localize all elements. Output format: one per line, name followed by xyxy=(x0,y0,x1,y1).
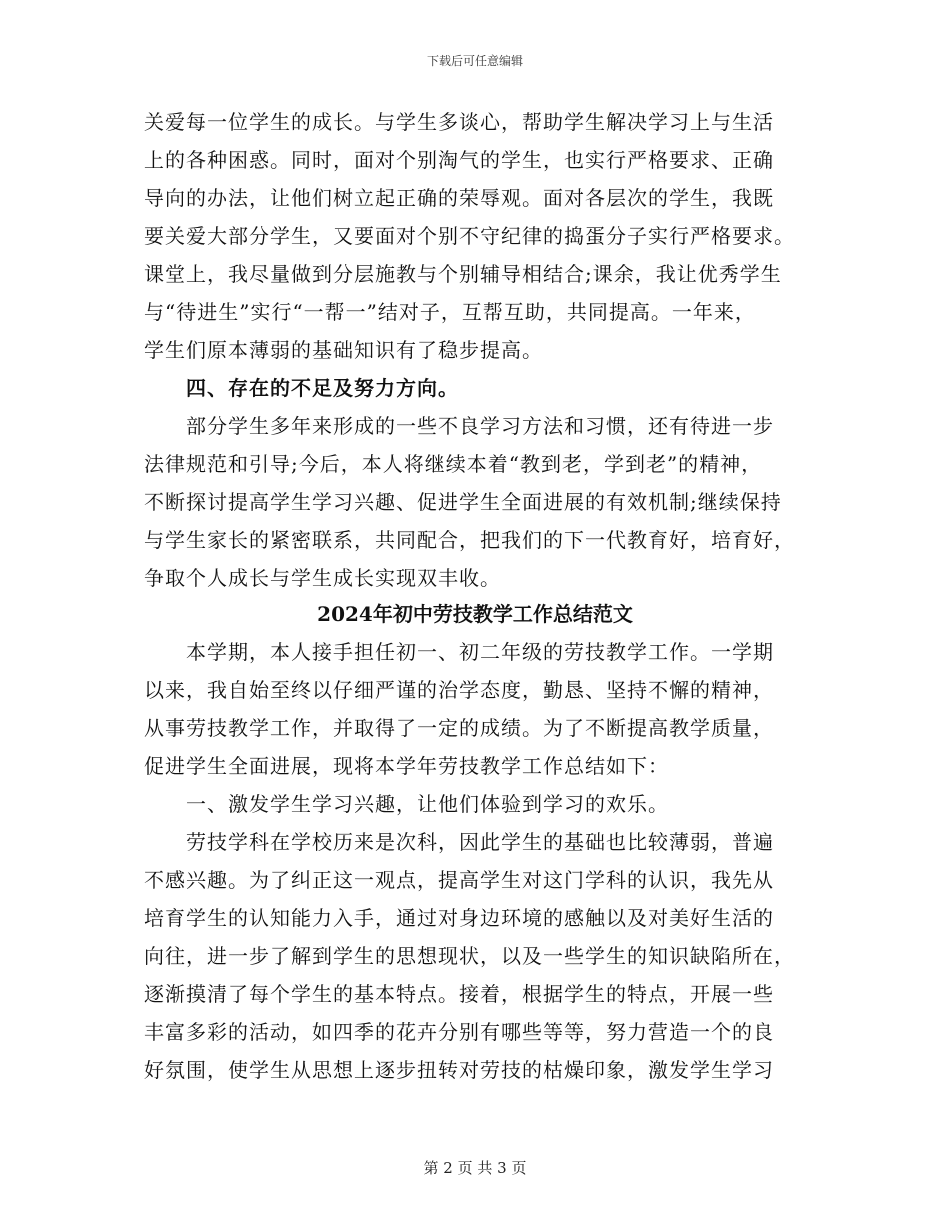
paragraph-line: 从事劳技教学工作，并取得了一定的成绩。为了不断提高教学质量， xyxy=(144,716,774,740)
document-title: 2024年初中劳技教学工作总结范文 xyxy=(317,602,633,626)
section-heading: 一、激发学生学习兴趣，让他们体验到学习的欢乐。 xyxy=(186,792,669,816)
paragraph-line: 不断探讨提高学生学习兴趣、促进学生全面进展的有效机制;继续保持 xyxy=(144,490,782,514)
paragraph-line: 培育学生的认知能力入手，通过对身边环境的感触以及对美好生活的 xyxy=(144,906,774,930)
paragraph-line: 本学期，本人接手担任初一、初二年级的劳技教学工作。一学期 xyxy=(186,640,774,664)
paragraph-line: 好氛围，使学生从思想上逐步扭转对劳技的枯燥印象，激发学生学习 xyxy=(144,1058,774,1082)
paragraph-line: 关爱每一位学生的成长。与学生多谈心，帮助学生解决学习上与生活 xyxy=(144,110,774,134)
paragraph-line: 法律规范和引导;今后，本人将继续本着“教到老，学到老”的精神， xyxy=(144,452,763,476)
paragraph-line: 不感兴趣。为了纠正这一观点，提高学生对这门学科的认识，我先从 xyxy=(144,868,774,892)
paragraph-line: 逐渐摸清了每个学生的基本特点。接着，根据学生的特点，开展一些 xyxy=(144,982,774,1006)
paragraph-line: 与“待进生”实行“一帮一”结对子，互帮互助，共同提高。一年来， xyxy=(144,300,756,324)
paragraph-line: 促进学生全面进展，现将本学年劳技教学工作总结如下： xyxy=(144,754,669,778)
section-heading: 四、存在的不足及努力方向。 xyxy=(186,376,459,400)
paragraph-line: 导向的办法，让他们树立起正确的荣辱观。面对各层次的学生，我既 xyxy=(144,186,774,210)
paragraph-line: 向往，进一步了解到学生的思想现状，以及一些学生的知识缺陷所在， xyxy=(144,944,795,968)
paragraph-line: 劳技学科在学校历来是次科，因此学生的基础也比较薄弱，普遍 xyxy=(186,830,774,854)
paragraph-line: 部分学生多年来形成的一些不良学习方法和习惯，还有待进一步 xyxy=(186,414,774,438)
paragraph-line: 以来，我自始至终以仔细严谨的治学态度，勤恳、坚持不懈的精神， xyxy=(144,678,774,702)
paragraph-line: 与学生家长的紧密联系，共同配合，把我们的下一代教育好，培育好， xyxy=(144,528,795,552)
paragraph-line: 课堂上，我尽量做到分层施教与个别辅导相结合;课余，我让优秀学生 xyxy=(144,262,782,286)
page-footer: 第 2 页 共 3 页 xyxy=(423,1159,527,1177)
page-header: 下载后可任意编辑 xyxy=(426,54,523,68)
paragraph-line: 争取个人成长与学生成长实现双丰收。 xyxy=(144,566,501,590)
paragraph-line: 要关爱大部分学生，又要面对个别不守纪律的捣蛋分子实行严格要求。 xyxy=(144,224,795,248)
paragraph-line: 丰富多彩的活动，如四季的花卉分别有哪些等等，努力营造一个的良 xyxy=(144,1020,774,1044)
paragraph-line: 上的各种困惑。同时，面对个别淘气的学生，也实行严格要求、正确 xyxy=(144,148,774,172)
paragraph-line: 学生们原本薄弱的基础知识有了稳步提高。 xyxy=(144,338,543,362)
